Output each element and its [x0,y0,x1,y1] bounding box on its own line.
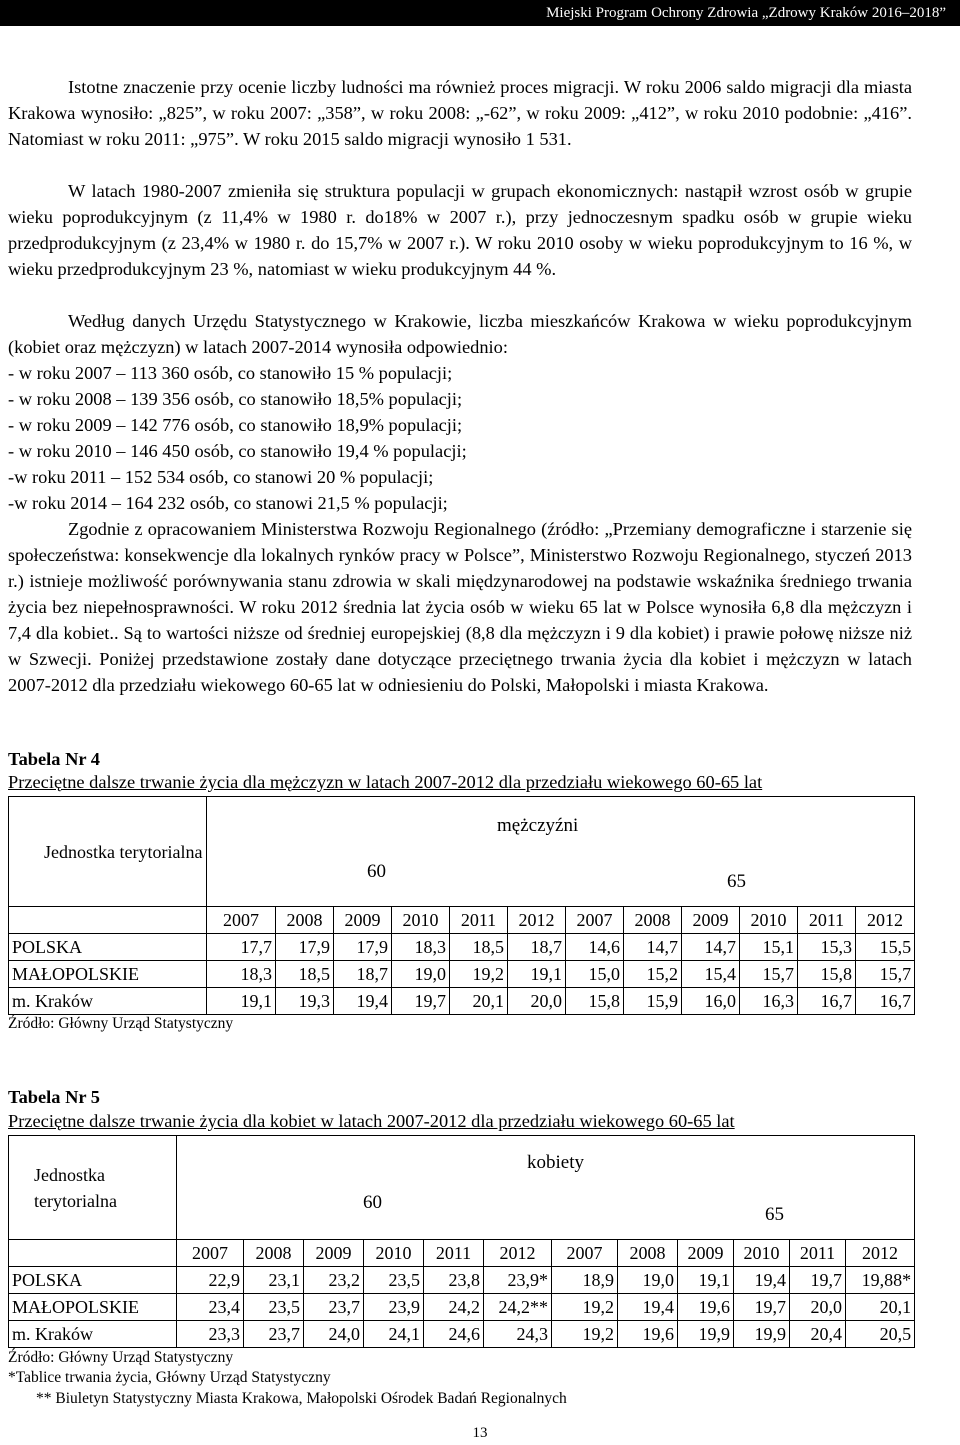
value-cell: 23,8 [424,1267,484,1294]
value-cell: 18,9 [552,1267,618,1294]
year-cell: 2009 [304,1240,364,1267]
row-name: POLSKA [9,1267,177,1294]
value-cell: 17,9 [276,934,334,961]
table5-years-row [9,1240,915,1267]
list-item: - w roku 2009 – 142 776 osób, co stanowiło 18,9% populacji; [8,415,463,435]
table4-source: Źródło: Główny Urząd Statystyczny [8,1015,234,1032]
paragraph-post-productive: Według danych Urzędu Statystycznego w Krakowie, liczba mieszkańców Krakowa w wieku poprodukcyjnym (kobiet oraz mężczyzn) w latach 2007-2014 wynosiła odpowiednio: [8,311,912,357]
table5-age-60: 60 [363,1192,382,1213]
value-cell: 24,0 [304,1321,364,1348]
year-cell: 2008 [276,907,334,934]
row-name: MAŁOPOLSKIE [9,1294,177,1321]
value-cell: 15,1 [740,934,798,961]
row-name: MAŁOPOLSKIE [9,961,207,988]
value-cell: 18,3 [392,934,450,961]
value-cell: 15,8 [566,988,624,1015]
table4-label: Tabela Nr 4 [8,749,100,769]
value-cell: 19,6 [618,1321,678,1348]
year-cell: 2008 [618,1240,678,1267]
table-row [9,1267,915,1294]
value-cell: 19,1 [678,1267,734,1294]
value-cell: 18,5 [276,961,334,988]
year-cell: 2011 [790,1240,846,1267]
list-item: - w roku 2010 – 146 450 osób, co stanowiło 19,4 % populacji; [8,441,467,461]
value-cell: 15,4 [682,961,740,988]
value-cell: 18,7 [334,961,392,988]
value-cell: 15,2 [624,961,682,988]
value-cell: 19,4 [618,1294,678,1321]
value-cell: 15,5 [856,934,915,961]
year-cell: 2012 [508,907,566,934]
value-cell: 20,5 [846,1321,915,1348]
page-header [0,0,960,26]
value-cell: 20,1 [450,988,508,1015]
paragraph-life-expectancy: Zgodnie z opracowaniem Ministerstwa Rozwoju Regionalnego (źródło: „Przemiany demograficzne i starzenie się społeczeństwa: konsekwencje dla lokalnych rynków pracy w Polsce”, Ministerstwo Rozwoju Regionalnego, styczeń 2013 r.) istnieje możliwość porównywania stanu zdrowia w skali międzynarodowej na podstawie wskaźnika średniego trwania życia bez niepełnosprawności. W roku 2012 średnia lat życia osób w wieku 65 lat w Polsce wynosiła 6,8 dla mężczyzn i 7,4 dla kobiet.. Są to wartości niższe od średniej europejskiej (8,8 dla mężczyzn i 9 dla kobiet) i prawie połowę niższe niż w Szwecji. Poniżej przedstawione zostały dane dotyczące przeciętnego trwania życia dla kobiet i mężczyzn w latach 2007-2012 dla przedziału wiekowego 60-65 lat w odniesieniu do Polski, Małopolski i miasta Krakowa. [8,519,912,695]
table4-group-header: mężczyźni [497,815,579,836]
value-cell: 17,7 [207,934,276,961]
row-name: POLSKA [9,934,207,961]
value-cell: 16,7 [798,988,856,1015]
value-cell: 19,7 [734,1294,790,1321]
value-cell: 18,5 [450,934,508,961]
value-cell: 23,7 [244,1321,304,1348]
paragraph-migration: Istotne znaczenie przy ocenie liczby ludności ma również proces migracji. W roku 2006 saldo migracji dla miasta Krakowa wynosiło: „825”, w roku 2007: „358”, w roku 2008: „-62”, w roku 2009: „412”, w roku 2010 podobnie: „416”. Natomiast w roku 2011: „975”. W roku 2015 saldo migracji wynosiło 1 531. [8,77,912,149]
value-cell: 19,7 [392,988,450,1015]
table4-unit-header: Jednostka terytorialna [9,797,207,907]
value-cell: 15,7 [856,961,915,988]
year-cell: 2010 [392,907,450,934]
value-cell: 19,2 [450,961,508,988]
value-cell: 19,88* [846,1267,915,1294]
value-cell: 23,3 [177,1321,244,1348]
table4 [8,796,915,1015]
year-cell: 2012 [484,1240,552,1267]
value-cell: 22,9 [177,1267,244,1294]
list-item: - w roku 2008 – 139 356 osób, co stanowiło 18,5% populacji; [8,389,463,409]
value-cell: 15,7 [740,961,798,988]
list-item: -w roku 2011 – 152 534 osób, co stanowi 20 % populacji; [8,467,434,487]
table5-source: Źródło: Główny Urząd Statystyczny [8,1349,234,1366]
post-productive-list [8,360,912,516]
year-cell: 2009 [334,907,392,934]
table4-years-row [9,907,915,934]
table-row [9,1321,915,1348]
value-cell: 15,0 [566,961,624,988]
table-row [9,934,915,961]
year-cell: 2007 [566,907,624,934]
value-cell: 23,5 [364,1267,424,1294]
year-cell: 2010 [734,1240,790,1267]
value-cell: 20,1 [846,1294,915,1321]
value-cell: 16,0 [682,988,740,1015]
value-cell: 19,2 [552,1321,618,1348]
value-cell: 24,2 [424,1294,484,1321]
value-cell: 18,3 [207,961,276,988]
header-title: Miejski Program Ochrony Zdrowia „Zdrowy Kraków 2016–2018” [546,5,946,21]
list-item: - w roku 2007 – 113 360 osób, co stanowiło 15 % populacji; [8,363,453,383]
value-cell: 23,7 [304,1294,364,1321]
value-cell: 15,3 [798,934,856,961]
value-cell: 19,3 [276,988,334,1015]
table4-age-60: 60 [367,861,386,882]
table5-age-65: 65 [765,1204,784,1225]
value-cell: 17,9 [334,934,392,961]
value-cell: 14,6 [566,934,624,961]
year-cell: 2007 [177,1240,244,1267]
value-cell: 19,6 [678,1294,734,1321]
value-cell: 23,1 [244,1267,304,1294]
value-cell: 14,7 [682,934,740,961]
value-cell: 18,7 [508,934,566,961]
year-cell: 2012 [856,907,915,934]
value-cell: 24,2** [484,1294,552,1321]
paragraph-population-structure: W latach 1980-2007 zmieniła się struktura populacji w grupach ekonomicznych: nastąpił wzrost osób w grupie wieku poprodukcyjnym (z 11,4% w 1980 r. do18% w 2007 r.), przy jednoczesnym spadku osób w grupie wieku przedprodukcyjnym (z 23,4% w 1980 r. do 15,7% w 2007 r.). W roku 2010 osoby w wieku poprodukcyjnym to 16 %, w wieku przedprodukcyjnym 23 %, natomiast w wieku produkcyjnym 44 %. [8,181,912,279]
table5-footnote-1: *Tablice trwania życia, Główny Urząd Statystyczny [8,1369,331,1386]
year-cell: 2008 [244,1240,304,1267]
value-cell: 19,9 [734,1321,790,1348]
value-cell: 23,9 [364,1294,424,1321]
value-cell: 19,4 [334,988,392,1015]
table4-age-65: 65 [727,871,746,892]
value-cell: 16,3 [740,988,798,1015]
value-cell: 19,0 [392,961,450,988]
list-item: -w roku 2014 – 164 232 osób, co stanowi 21,5 % populacji; [8,493,448,513]
value-cell: 19,2 [552,1294,618,1321]
table-row [9,1294,915,1321]
table4-header-row [9,797,915,907]
table4-group-header-cell [207,797,915,907]
value-cell: 19,4 [734,1267,790,1294]
year-cell: 2007 [552,1240,618,1267]
row-name: m. Kraków [9,988,207,1015]
value-cell: 14,7 [624,934,682,961]
table5 [8,1135,915,1348]
year-cell: 2010 [364,1240,424,1267]
table5-caption: Przeciętne dalsze trwanie życia dla kobiet w latach 2007-2012 dla przedziału wiekowego 60-65 lat [8,1111,735,1131]
table5-header-row [9,1136,915,1240]
value-cell: 23,5 [244,1294,304,1321]
value-cell: 23,9* [484,1267,552,1294]
value-cell: 24,3 [484,1321,552,1348]
row-name: m. Kraków [9,1321,177,1348]
year-cell: 2010 [740,907,798,934]
year-cell: 2011 [798,907,856,934]
value-cell: 19,7 [790,1267,846,1294]
table-row [9,961,915,988]
table-cell-empty [9,1240,177,1267]
year-cell: 2009 [682,907,740,934]
table5-group-header: kobiety [527,1152,584,1173]
table-cell-empty [9,907,207,934]
year-cell: 2009 [678,1240,734,1267]
value-cell: 24,6 [424,1321,484,1348]
year-cell: 2007 [207,907,276,934]
value-cell: 16,7 [856,988,915,1015]
value-cell: 23,2 [304,1267,364,1294]
value-cell: 20,0 [508,988,566,1015]
table-row [9,988,915,1015]
value-cell: 20,4 [790,1321,846,1348]
value-cell: 19,1 [508,961,566,988]
value-cell: 19,0 [618,1267,678,1294]
year-cell: 2008 [624,907,682,934]
value-cell: 15,9 [624,988,682,1015]
table4-caption: Przeciętne dalsze trwanie życia dla mężczyzn w latach 2007-2012 dla przedziału wiekowego 60-65 lat [8,772,763,792]
value-cell: 19,1 [207,988,276,1015]
year-cell: 2012 [846,1240,915,1267]
year-cell: 2011 [450,907,508,934]
table5-unit-header: Jednostka terytorialna [9,1136,177,1240]
value-cell: 20,0 [790,1294,846,1321]
value-cell: 23,4 [177,1294,244,1321]
table5-footnote-2: ** Biuletyn Statystyczny Miasta Krakowa, Małopolski Ośrodek Badań Regionalnych [36,1390,567,1407]
value-cell: 15,8 [798,961,856,988]
year-cell: 2011 [424,1240,484,1267]
page-number: 13 [472,1425,488,1441]
table5-group-header-cell [177,1136,915,1240]
value-cell: 24,1 [364,1321,424,1348]
value-cell: 19,9 [678,1321,734,1348]
table5-label: Tabela Nr 5 [8,1087,100,1107]
